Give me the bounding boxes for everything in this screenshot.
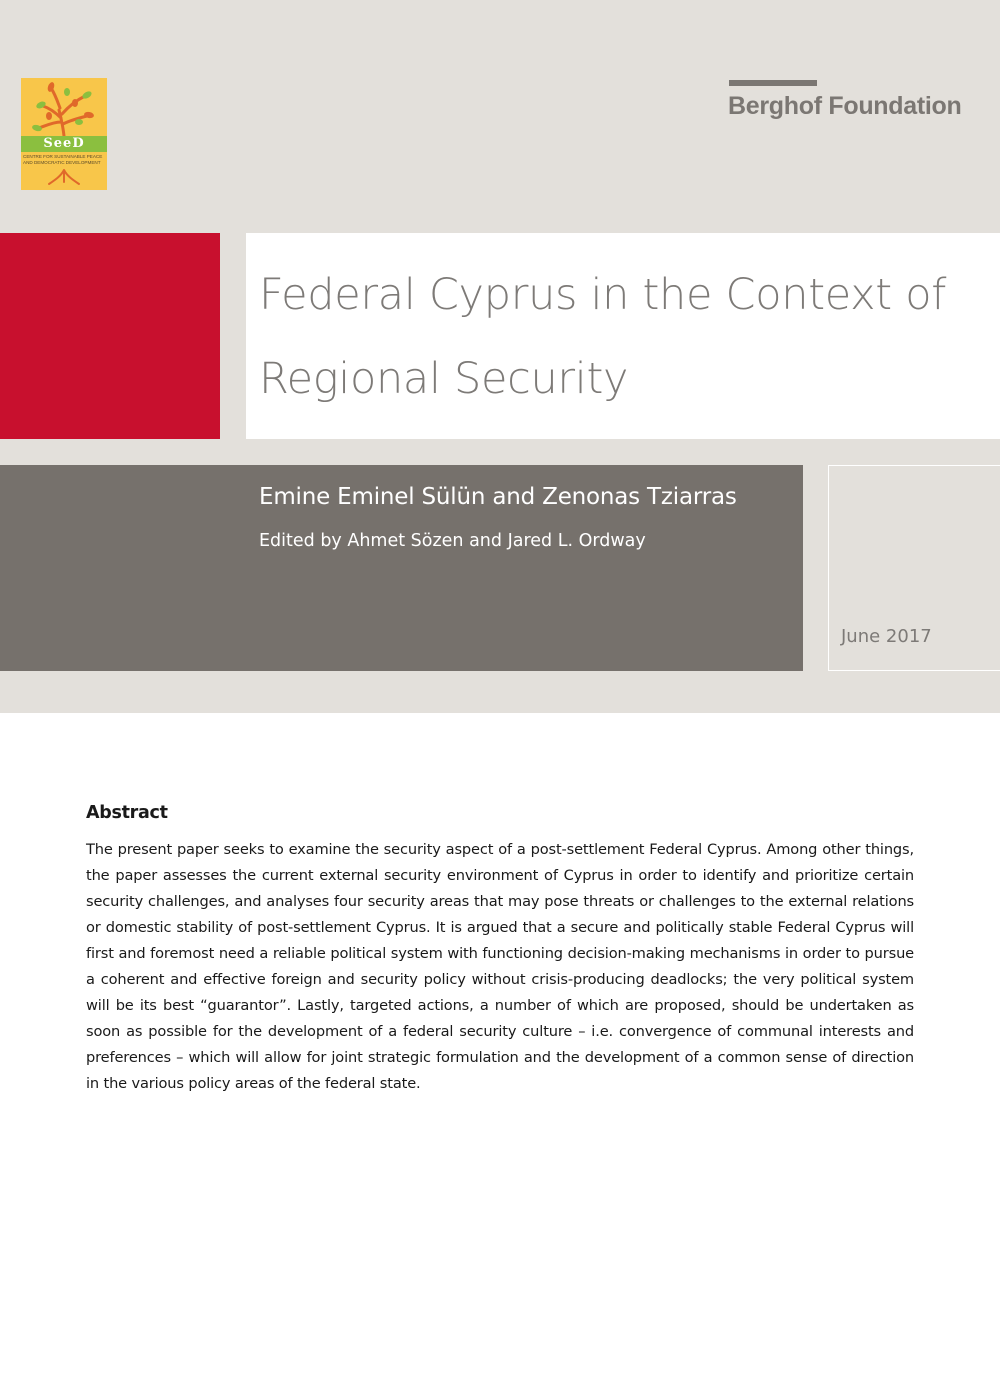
publication-date: June 2017 (841, 626, 932, 647)
seed-logo-subtitle: CENTRE FOR SUSTAINABLE PEACE AND DEMOCRATIC DEVELOPMENT (23, 154, 103, 165)
editors: Edited by Ahmet Sözen and Jared L. Ordway (259, 531, 646, 551)
seed-logo-wordmark: SeeD (21, 136, 107, 152)
berghof-logo-wordmark: Berghof Foundation (728, 92, 962, 120)
abstract-heading: Abstract (86, 803, 168, 823)
tree-icon (21, 78, 107, 190)
red-accent-block (0, 233, 220, 439)
berghof-logo-bar (729, 80, 817, 86)
seed-logo (21, 78, 107, 190)
abstract-body: The present paper seeks to examine the security aspect of a post-settlement Federal Cyprus. Among other things, the paper assesses the current external security environment of Cyprus in order to identify and prioritize certain security challenges, and analyses four security areas that may pose threats or challenges to the external relations or domestic stability of post-settlement Cyprus. It is argued that a secure and politically stable Federal Cyprus will first and foremost need a reliable political system with functioning decision-making mechanisms in order to pursue a coherent and effective foreign and security policy without crisis-producing deadlocks; the very political system will be its best “guarantor”. Lastly, targeted actions, a number of which are proposed, should be undertaken as soon as possible for the development of a federal security culture – i.e. convergence of communal interests and preferences – which will allow for joint strategic formulation and the development of a common sense of direction in the various policy areas of the federal state. (86, 841, 914, 1092)
page-title: Federal Cyprus in the Context of Regional Security (259, 270, 947, 404)
date-box (828, 465, 1000, 671)
author-band (0, 465, 803, 671)
title-box (246, 233, 1000, 439)
authors: Emine Eminel Sülün and Zenonas Tziarras (259, 484, 737, 510)
